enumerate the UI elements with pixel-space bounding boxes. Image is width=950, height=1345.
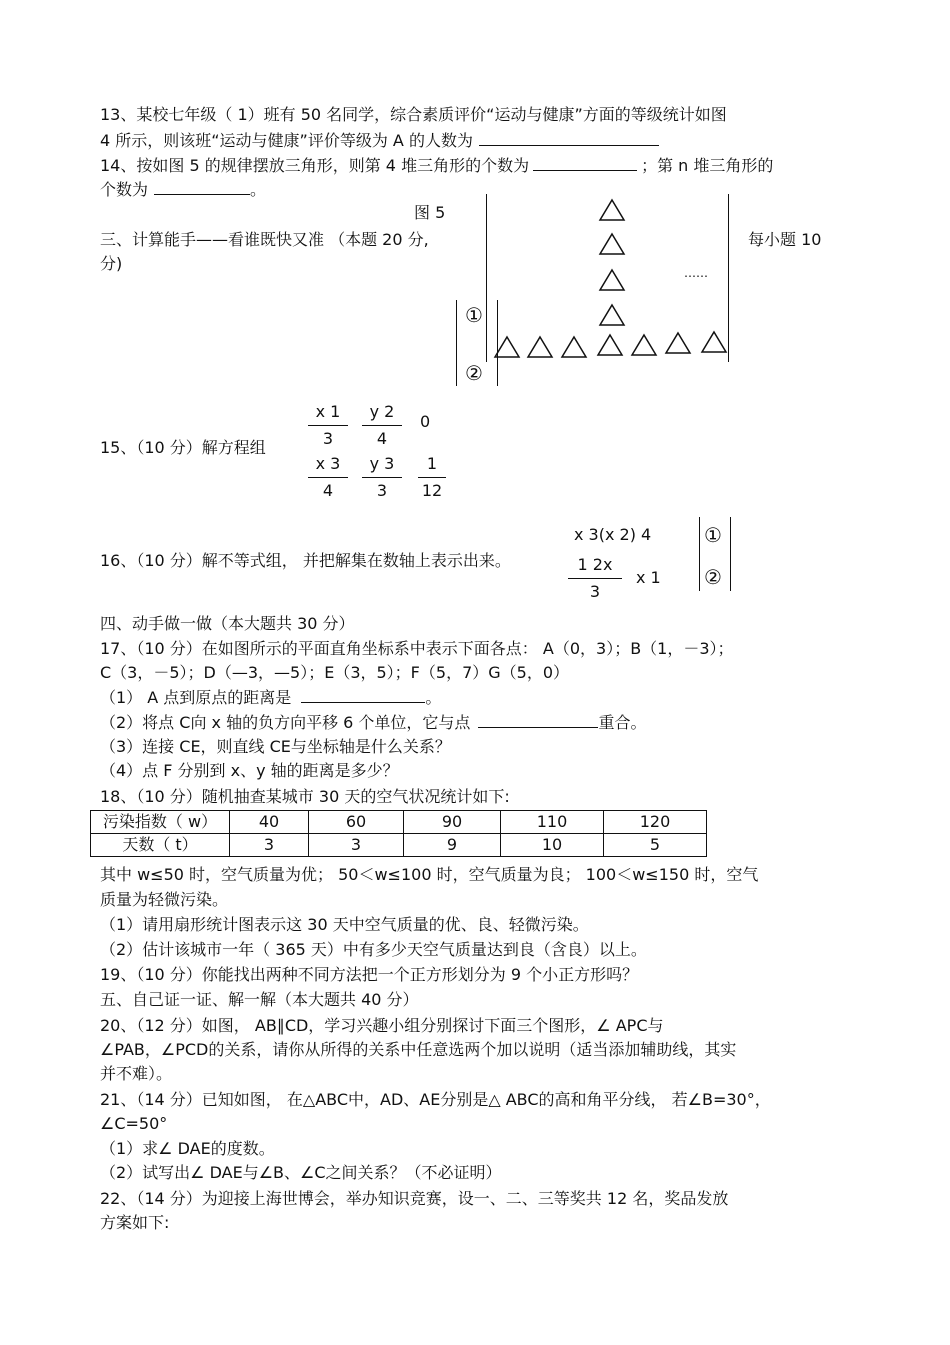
q18-row1-cell: 110: [501, 811, 604, 834]
q18-line2: 其中 w≤50 时，空气质量为优； 50＜w≤100 时，空气质量为良； 100＜w≤150 时，空气: [100, 865, 759, 884]
q20-line3: 并不难）。: [100, 1064, 173, 1083]
section3-title-a: 三、计算能手——看谁既快又准 （本题 20 分,: [100, 230, 429, 249]
q16-ineq2-den: 3: [589, 582, 601, 601]
q15-label: 15、（10 分）解方程组: [100, 438, 266, 457]
q16-tag-2: ②: [704, 565, 722, 589]
triangle-icon: [600, 200, 624, 220]
section3-title-c: 分): [100, 254, 123, 273]
q17-line1: 17、（10 分）在如图所示的平面直角坐标系中表示下面各点： A（0，3）；B（1，－3）；: [100, 639, 734, 658]
q18-row2-cell: 3: [230, 834, 309, 857]
q18-row2-cell: 10: [501, 834, 604, 857]
q22-line2: 方案如下:: [100, 1213, 170, 1232]
figure5-label-frame-left: [456, 300, 457, 386]
q13-line1: 13、某校七年级（ 1）班有 50 名同学，综合素质评价“运动与健康”方面的等级统计如图: [100, 105, 727, 124]
q17-sub4: （4）点 F 分别到 x、y 轴的距离是多少？: [100, 761, 399, 780]
q15-eq2-rhs-num: 1: [426, 454, 438, 473]
q14-blank-nth[interactable]: [154, 178, 250, 195]
q14-line1b: ；第 n 堆三角形的: [641, 156, 774, 175]
q16-tag-frame-right: [730, 517, 731, 591]
q15-eq2-frac2-num: y 3: [369, 454, 395, 473]
figure5-caption: 图 5: [414, 203, 446, 222]
triangle-icon: [562, 337, 586, 357]
q13-line2-text: 4 所示，则该班“运动与健康”评价等级为 A 的人数为: [100, 131, 473, 150]
triangle-icon: [600, 270, 624, 290]
q15-eq2-rhs: [418, 453, 446, 502]
q14-line1a: 14、按如图 5 的规律摆放三角形，则第 4 堆三角形的个数为: [100, 156, 530, 175]
q14-blank-4th[interactable]: [533, 154, 637, 171]
q18-row1-cell: 60: [309, 811, 404, 834]
q18-row2-header: 天数（ t）: [91, 834, 230, 857]
q20-line2: ∠PAB，∠PCD的关系，请你从所得的关系中任意选两个加以说明（适当添加辅助线，其实: [100, 1040, 737, 1059]
q17-sub2-blank[interactable]: [478, 711, 598, 728]
q16-ineq2-frac: [568, 554, 622, 603]
q18-row1-cell: 40: [230, 811, 309, 834]
q15-eq2-frac1: [308, 453, 348, 502]
section4-title: 四、动手做一做（本大题共 30 分）: [100, 614, 355, 633]
q21-sub2: （2）试写出∠ DAE与∠B、∠C之间关系？（不必证明）: [100, 1163, 502, 1182]
q18-sub2: （2）估计该城市一年（ 365 天）中有多少天空气质量达到良（含良）以上。: [100, 940, 647, 959]
q15-eq1-rhs: 0: [420, 412, 431, 431]
section3-title-b: 每小题 10: [748, 230, 822, 249]
q19-line: 19、（10 分）你能找出两种不同方法把一个正方形划分为 9 个小正方形吗？: [100, 965, 639, 984]
q15-eq1-frac1-num: x 1: [315, 402, 341, 421]
q14-line2-end: 。: [250, 180, 267, 199]
q17-sub2: [100, 711, 646, 734]
q18-row1-cell: 90: [404, 811, 501, 834]
q15-eq1-frac1-den: 3: [322, 429, 334, 448]
q15-eq2-frac2-den: 3: [376, 481, 388, 500]
q21-line1: 21、（14 分）已知如图， 在△ABC中，AD、AE分别是△ ABC的高和角平分线， 若∠B=30°，: [100, 1090, 771, 1109]
triangle-icon: [600, 234, 624, 254]
q17-sub2-end: 重合。: [598, 713, 647, 732]
q18-sub1: （1）请用扇形统计图表示这 30 天中空气质量的优、良、轻微污染。: [100, 915, 589, 934]
q17-sub1-text: （1） A 点到原点的距离是: [100, 688, 292, 707]
q15-eq2-rhs-den: 12: [421, 481, 443, 500]
q13-line2: [100, 129, 659, 152]
q20-line1: 20、（12 分）如图， AB∥CD，学习兴趣小组分别探讨下面三个图形，∠ APC与: [100, 1016, 664, 1035]
q18-row2-cell: 9: [404, 834, 501, 857]
q16-ineq2-rhs: x 1: [636, 568, 661, 587]
q17-sub1-blank[interactable]: [301, 686, 425, 703]
q16-ineq1: x 3(x 2) 4: [574, 525, 652, 544]
table-row: [91, 834, 707, 857]
q15-eq1-frac2-num: y 2: [369, 402, 395, 421]
q17-line2: C（3，－5）；D（—3，—5）；E（3，5）；F（5，7）G（5，0）: [100, 663, 570, 682]
q15-eq2-frac1-num: x 3: [315, 454, 341, 473]
q15-eq2-frac1-den: 4: [322, 481, 334, 500]
triangle-icon: [495, 337, 519, 357]
q21-sub1: （1）求∠ DAE的度数。: [100, 1139, 275, 1158]
triangle-icon: [666, 333, 690, 353]
q15-eq1-frac2: [362, 401, 402, 450]
figure5-label-2: ②: [465, 361, 483, 385]
q16-tag-frame-left: [699, 517, 700, 591]
triangle-icon: [702, 332, 726, 352]
q13-answer-blank[interactable]: [479, 129, 659, 146]
q15-eq1-frac1: [308, 401, 348, 450]
q18-line3: 质量为轻微污染。: [100, 890, 229, 909]
table-row: [91, 811, 707, 834]
q18-row1-cell: 120: [604, 811, 707, 834]
q18-row1-header: 污染指数（ w）: [91, 811, 230, 834]
q18-data-table: [90, 810, 707, 857]
q17-sub3: （3）连接 CE，则直线 CE与坐标轴是什么关系？: [100, 737, 451, 756]
triangle-icon: [632, 335, 656, 355]
section5-title: 五、自己证一证、解一解（本大题共 40 分）: [100, 990, 419, 1009]
figure5-dots: ……: [684, 266, 708, 280]
q16-ineq2-num: 1 2x: [577, 555, 613, 574]
q16-label: 16、（10 分）解不等式组， 并把解集在数轴上表示出来。: [100, 551, 511, 570]
q14-line2: [100, 178, 266, 201]
q15-eq2-frac2: [362, 453, 402, 502]
q17-sub2-text: （2）将点 C向 x 轴的负方向平移 6 个单位，它与点: [100, 713, 471, 732]
figure5-label-1: ①: [465, 303, 483, 327]
figure5-frame-left: [486, 194, 487, 362]
triangle-icon: [528, 337, 552, 357]
q14-line2-text: 个数为: [100, 180, 149, 199]
figure5-triangles: [490, 190, 730, 370]
q21-line2: ∠C=50°: [100, 1114, 168, 1133]
q17-sub1-end: 。: [425, 688, 442, 707]
triangle-icon: [600, 305, 624, 325]
q14-line1: [100, 154, 773, 177]
q18-line1: 18、（10 分）随机抽查某城市 30 天的空气状况统计如下:: [100, 787, 510, 806]
q18-row2-cell: 5: [604, 834, 707, 857]
q15-eq1-frac2-den: 4: [376, 429, 388, 448]
q16-tag-1: ①: [704, 523, 722, 547]
triangle-icon: [598, 335, 622, 355]
q17-sub1: [100, 686, 441, 709]
q18-row2-cell: 3: [309, 834, 404, 857]
q22-line1: 22、（14 分）为迎接上海世博会，举办知识竞赛，设一、二、三等奖共 12 名，奖品发放: [100, 1189, 729, 1208]
